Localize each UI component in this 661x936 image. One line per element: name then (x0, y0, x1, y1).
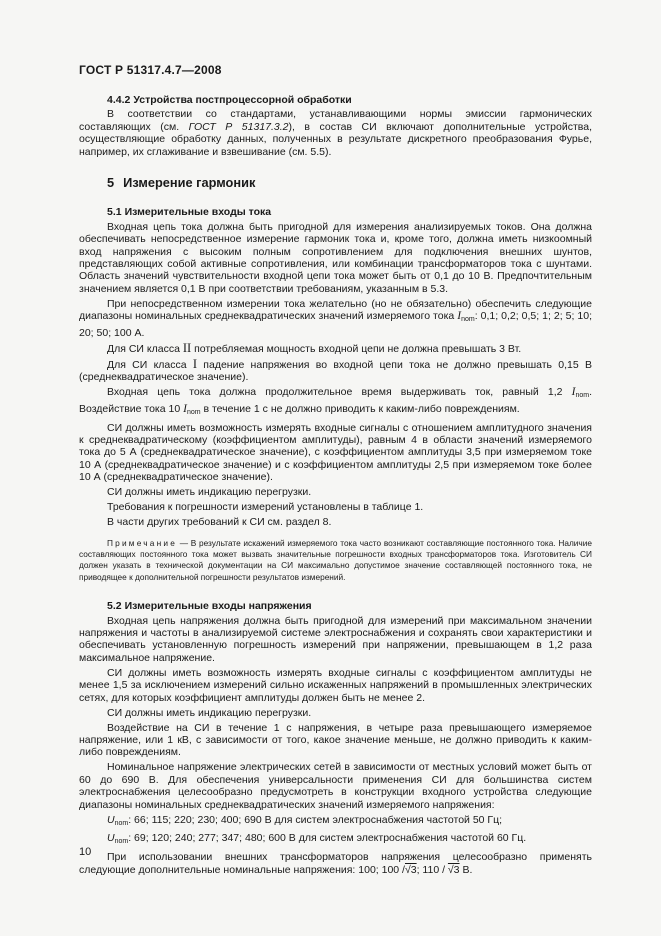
note-text: — В результате искажений измеряемого тока часто возникают составляющие постоянного тока. Наличие составляющих постоянного тока может вызвать значительные погрешности входных трансформаторов тока. Изготовитель СИ должен указать в технической документации на СИ максимально допустимое значение составляющей постоянного тока, не приводящее к дополнительной погрешности результатов измерений. (79, 537, 592, 582)
paragraph: Входная цепь тока должна быть пригодной для измерения анализируемых токов. Она должна обеспечивать непосредственное измерение гармоник тока и, кроме того, должна иметь низкоомный вход напряжения с высоким полным сопротивлением для подключения внешних шунтов, представляющих собой активные сопротивления, или комбинации трансформаторов тока с шунтами. Область значений чувствительности входной цепи тока может быть от 0,1 до 10 В. Предпочтительным значением является 0,1 В при соответствии требованиям, указанным в 5.3. (79, 220, 592, 295)
text: падение напряжения во входной цепи тока не должно превышать 0,15 В (среднеквадратическое значение). (79, 358, 592, 384)
section-number: 5 (107, 175, 115, 191)
standard-reference: ГОСТ Р 51317.3.2 (188, 120, 289, 133)
text: потребляемая мощность входной цепи не должна превышать 3 Вт. (191, 342, 522, 355)
section-5-2-heading (107, 600, 592, 612)
current-symbol: I (183, 402, 187, 415)
paragraph: Требования к погрешности измерений установлены в таблице 1. (107, 501, 424, 514)
text: : 0,1; 0,2; 0,5; 1; 2; 5; 10; 20; 50; 100 А. (79, 310, 592, 339)
subscript: nom (461, 316, 475, 324)
sqrt-symbol: √3 (404, 863, 417, 876)
current-symbol: I (571, 386, 576, 399)
text: В. (459, 863, 473, 876)
paragraph (79, 851, 592, 876)
paragraph: СИ должны иметь индикацию перегрузки. (107, 706, 312, 719)
text: ; 110 / (416, 863, 448, 876)
text: Для СИ класса (107, 358, 193, 371)
subscript: nom (114, 838, 129, 846)
paragraph (79, 386, 592, 419)
paragraph: В части других требований к СИ см. раздел 8. (107, 516, 332, 529)
paragraph: СИ должны иметь возможность измерять входные сигналы с коэффициентом амплитуды не менее 1,5 за исключением измерений сильно искаженных напряжений в промышленных электрических сетях, для которых коэффициент амплитуды должен быть не менее 2. (79, 666, 592, 704)
paragraph: СИ должны иметь возможность измерять входные сигналы с отношением амплитудного значения к среднеквадратическому (коэффициентом амплитуды), равным 4 в области значений измеряемого тока до 5 А (среднеквадратическое значение), с коэффициентом амплитуды 3,5 при измеряемом токе 10 А (среднеквадратическое значение) и с коэффициентом амплитуды 2,5 при измеряемом токе более 10 А (среднеквадратическое значение). (79, 421, 592, 484)
paragraph (79, 342, 592, 355)
text: ), в состав СИ включают дополнительные устройства, осуществляющие обработку данных, полученных в результате дискретного преобразования Фурье, например, их сглаживание и взвешивание (см. 5.5). (79, 120, 592, 158)
paragraph: Воздействие на СИ в течение 1 с напряжения, в четыре раза превышающего измеряемое напряжение, или 1 кВ, с зависимости от того, какое значение меньше, не должно приводить к каким-либо повреждениям. (79, 721, 592, 759)
current-symbol: I (457, 310, 462, 323)
page-header: ГОСТ Р 51317.4.7—2008 (79, 63, 222, 77)
paragraph (79, 358, 592, 384)
text: Для СИ класса (107, 342, 183, 355)
section-title: Измерительные входы тока (124, 206, 272, 219)
paragraph: Номинальное напряжение электрических сетей в зависимости от местных условий может быть от 60 до 690 В. Для обеспечения универсальности применения СИ для большинства систем электроснабжения целесообразно предусмотреть в конструкции входного устройства следующие диапазоны номинальных среднеквадратических значений измеряемого напряжения: (79, 761, 592, 811)
section-title: Устройства постпроцессорной обработки (133, 94, 352, 106)
section-number: 5.2 (107, 600, 122, 613)
page-number: 10 (79, 846, 92, 858)
section-title: Измерение гармоник (123, 175, 256, 191)
paragraph (79, 108, 592, 158)
text: Входная цепь тока должна продолжительное время выдерживать ток, равный 1,2 (107, 386, 572, 399)
section-5-1-heading (107, 206, 592, 218)
sqrt-symbol: √3 (447, 863, 460, 876)
section-4-4-2-heading (107, 94, 592, 106)
section-title: Измерительные входы напряжения (124, 600, 312, 613)
note-label: Примечание (107, 537, 178, 548)
text: При непосредственном измерении тока желательно (но не обязательно) обеспечить следующие диапазоны номинальных среднеквадратических значений измеряемого тока (79, 297, 592, 323)
text: . Воздействие тока 10 (79, 386, 592, 415)
note (79, 538, 592, 584)
text: При использовании внешних трансформаторов напряжения целесообразно применять следующие дополнительные номинальные напряжения: 100; 100 / (79, 851, 592, 876)
class-numeral: II (182, 340, 192, 355)
section-number: 4.4.2 (107, 94, 131, 106)
voltage-list-item (79, 814, 592, 830)
text: В соответствии со стандартами, устанавливающими нормы эмиссии гармонических составляющих (см. (79, 108, 592, 133)
section-5-heading (107, 177, 592, 189)
section-number: 5.1 (107, 206, 122, 219)
subscript: nom (186, 408, 201, 416)
voltage-symbol: U (107, 832, 115, 845)
text: : 66; 115; 220; 230; 400; 690 В для систем электроснабжения частотой 50 Гц; (128, 813, 503, 826)
class-numeral: I (192, 356, 198, 371)
subscript: nom (114, 819, 129, 827)
text: в течение 1 с не должно приводить к каким-либо повреждениям. (200, 402, 520, 415)
voltage-symbol: U (107, 813, 115, 826)
page-content (79, 94, 592, 879)
paragraph: Входная цепь напряжения должна быть пригодной для измерений при максимальном значении напряжения и частоты в анализируемой системе электроснабжения и сохранять свои характеристики и обеспечивать установленную погрешность измерений при напряжении, превышающем в 1,2 раза максимальное напряжение. (79, 614, 592, 664)
voltage-list-item (79, 832, 592, 848)
text: : 69; 120; 240; 277; 347; 480; 600 В для систем электроснабжения частотой 60 Гц. (128, 832, 527, 845)
paragraph: СИ должны иметь индикацию перегрузки. (107, 486, 312, 499)
paragraph (79, 298, 592, 339)
subscript: nom (575, 392, 590, 400)
